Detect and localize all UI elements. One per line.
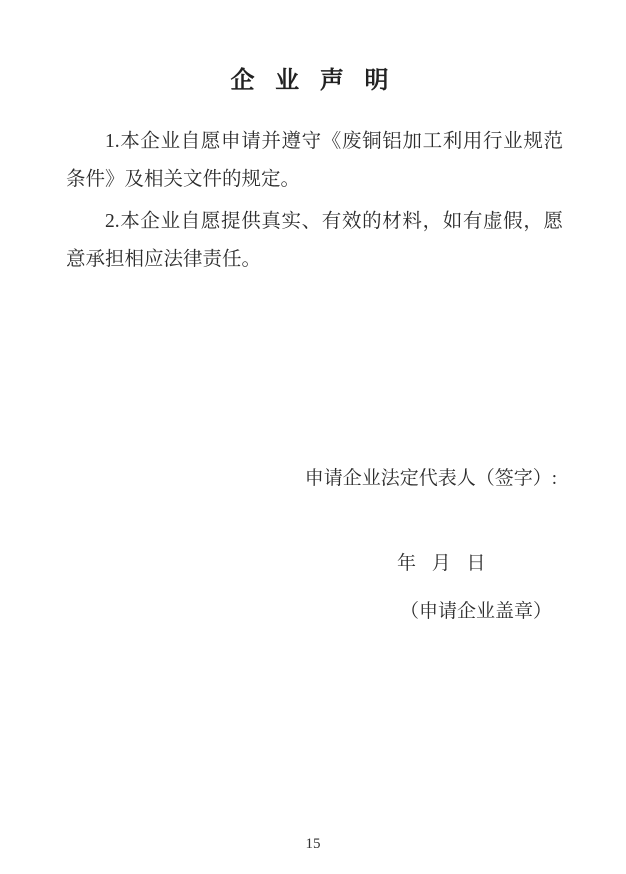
page-number: 15 [305,836,321,852]
document-title: 企 业 声 明 [230,67,396,94]
signature-label: 申请企业法定代表人（签字）: [304,468,557,489]
date-line: 年 月 日 [397,553,486,574]
paragraph-1: 1.本企业自愿申请并遵守《废铜铝加工利用行业规范条件》及相关文件的规定。 [66,131,563,190]
paragraph-2: 2.本企业自愿提供真实、有效的材料，如有虚假，愿意承担相应法律责任。 [66,211,563,270]
document-body [66,123,563,279]
seal-line: （申请企业盖章） [400,601,553,622]
